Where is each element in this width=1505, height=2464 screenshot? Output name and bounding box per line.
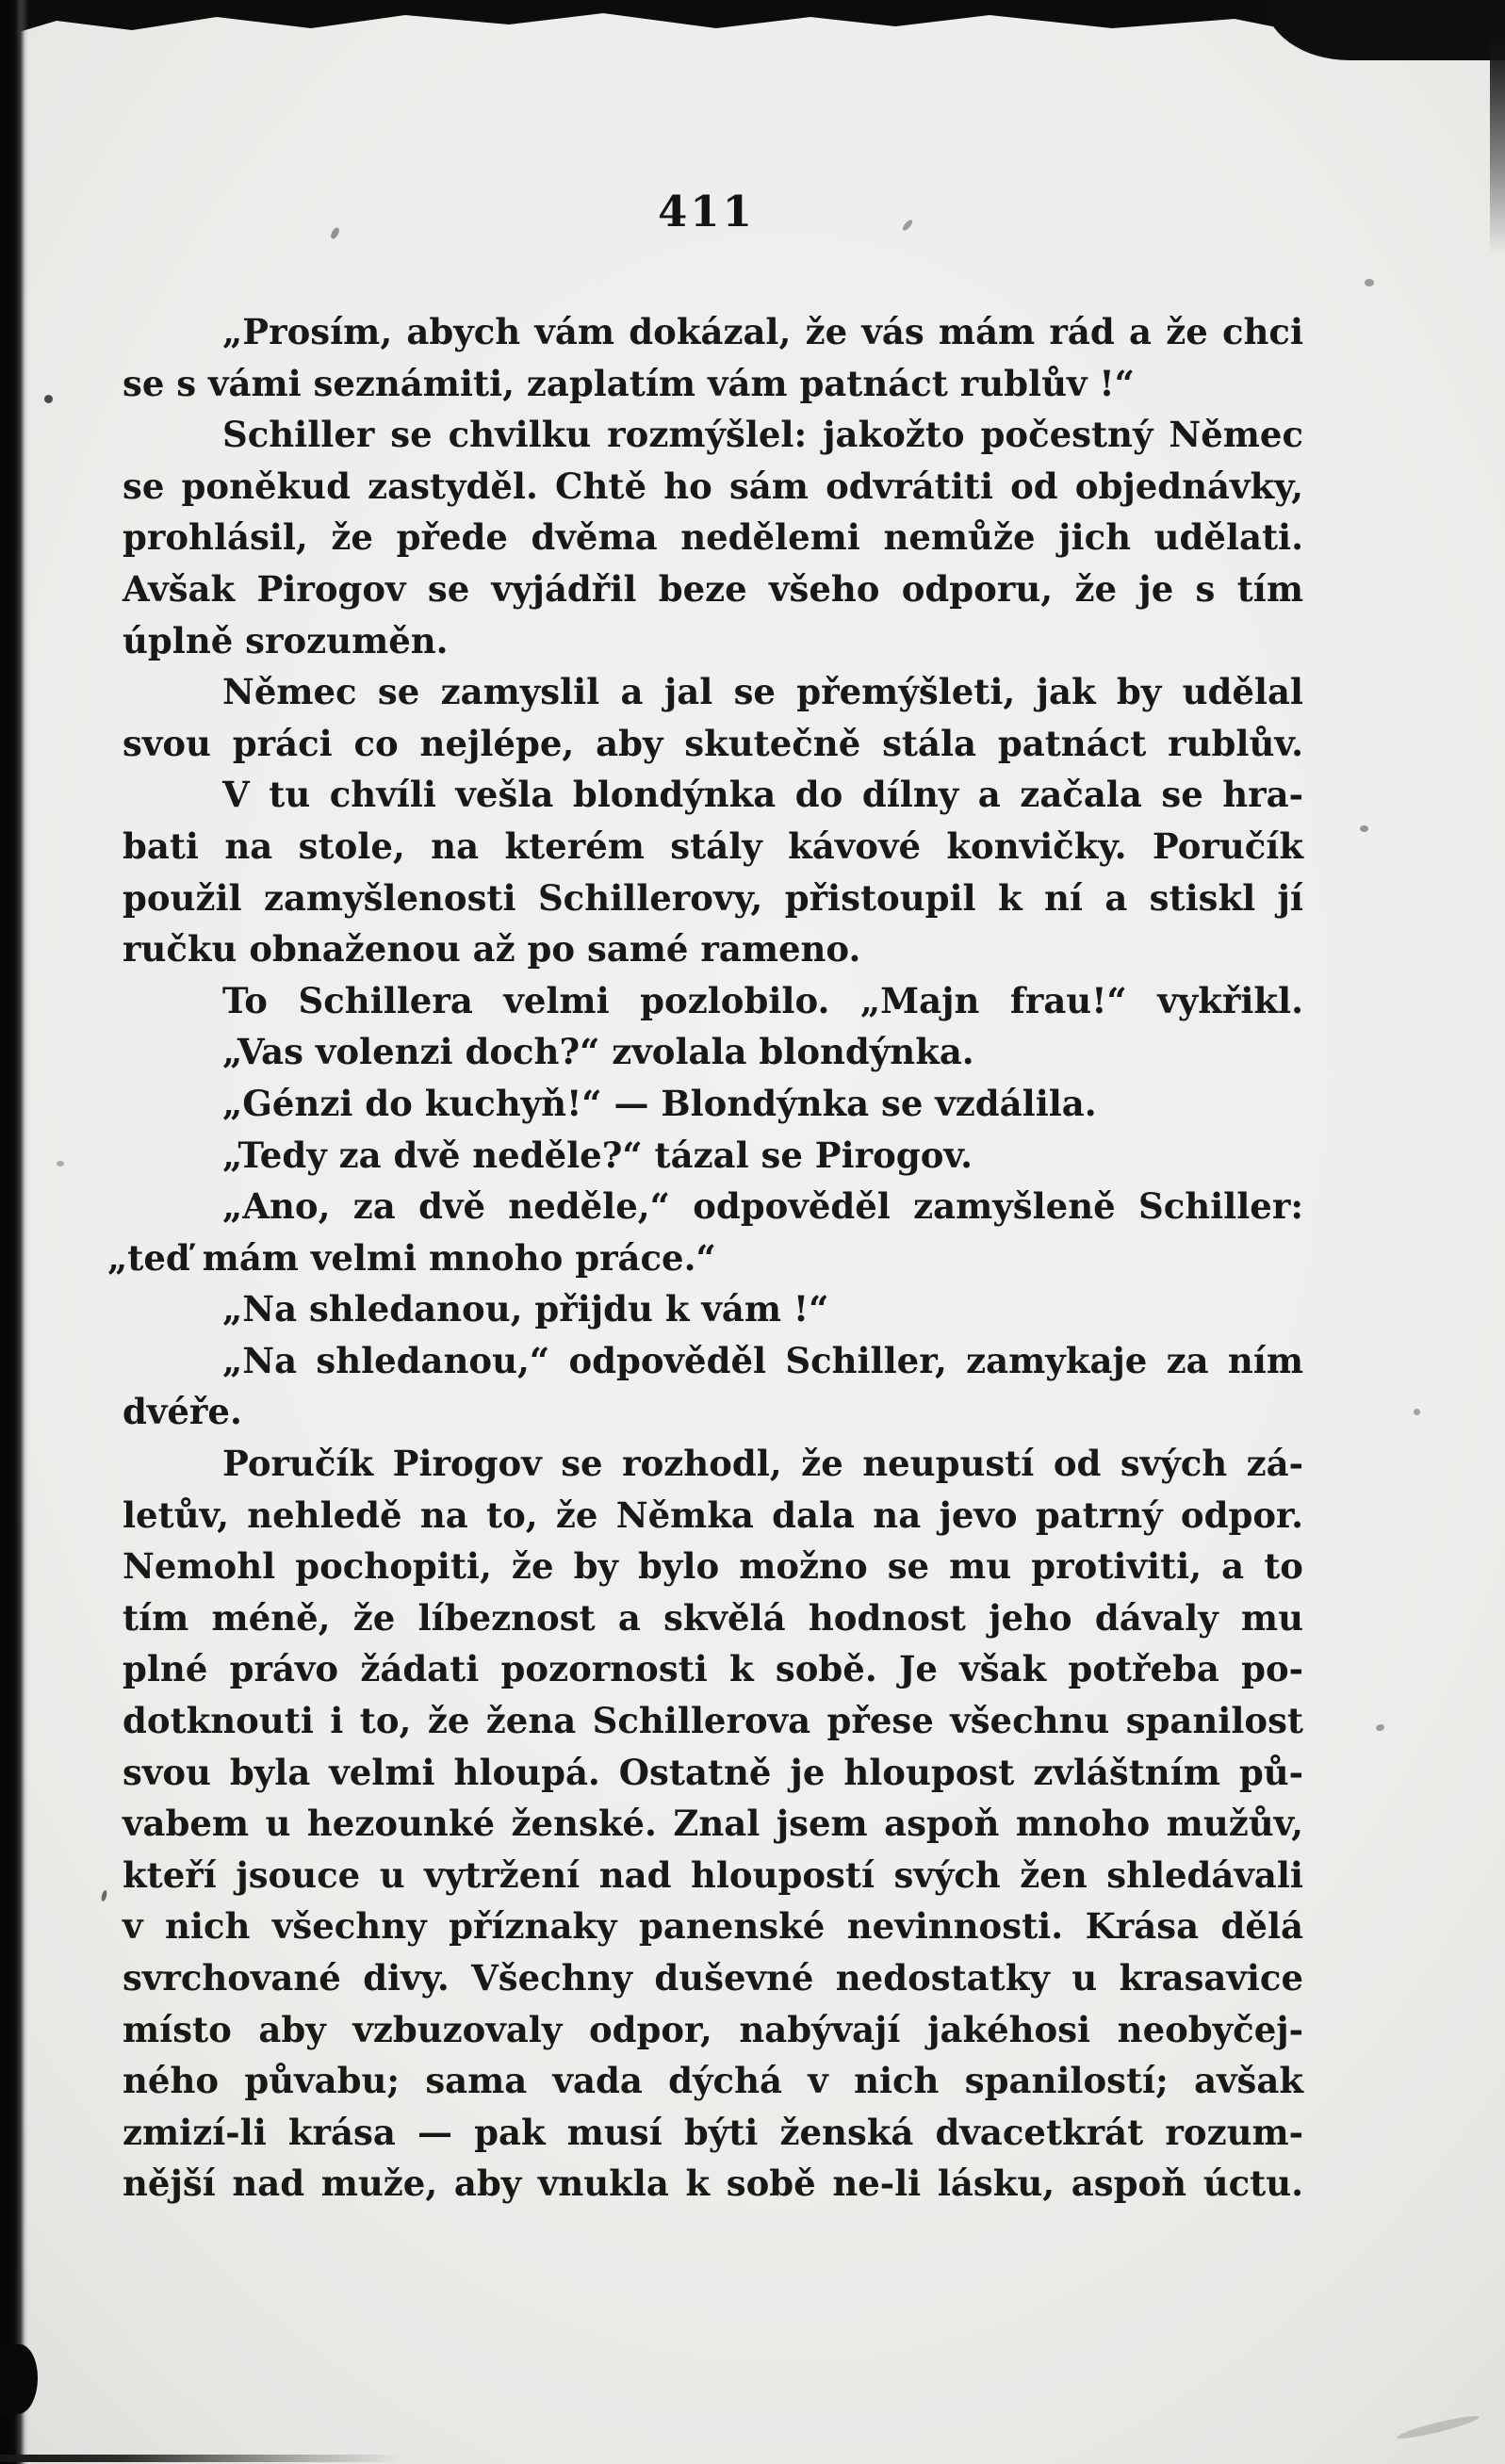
text-line: bati na stole, na kterém stály kávové konvičky. Poručík — [123, 824, 1303, 867]
text-line: Němec se zamyslil a jal se přemýšleti, jak by udělal — [222, 671, 1303, 713]
text-line: V tu chvíli vešla blondýnka do dílny a začala se hra- — [222, 774, 1303, 816]
ink-speck — [901, 219, 914, 233]
text-line: se poněkud zastyděl. Chtě ho sám odvrátiti od objednávky, — [123, 465, 1303, 507]
ink-speck — [329, 226, 340, 240]
text-line: místo aby vzbuzovaly odpor, nabývají jakéhosi neobyčej- — [123, 2008, 1303, 2050]
scan-edge-left-strip — [0, 0, 28, 2464]
text-line: v nich všechny příznaky panenské nevinnosti. Krása dělá — [123, 1905, 1303, 1948]
text-line: Avšak Pirogov se vyjádřil beze všeho odporu, že je s tím — [123, 567, 1303, 610]
scan-edge-bottom-right-wisp — [1396, 2412, 1480, 2441]
page-number: 411 — [658, 187, 755, 237]
scan-edge-right-tail — [1490, 38, 1505, 254]
text-line: dvéře. — [123, 1391, 242, 1433]
text-line: svou byla velmi hloupá. Ostatně je hloupost zvláštním pů- — [123, 1751, 1303, 1793]
text-line: „Na shledanou,“ odpověděl Schiller, zamykaje za ním — [222, 1339, 1303, 1381]
ink-speck — [1414, 1409, 1420, 1415]
scan-edge-bottom-line — [0, 2455, 405, 2462]
stray-apostrophe-mark — [101, 1890, 108, 1902]
page-text-block — [107, 306, 1303, 2210]
ink-speck — [44, 395, 53, 403]
text-line: nější nad muže, aby vnukla k sobě ne-li lásku, aspoň úctu. — [123, 2162, 1303, 2205]
text-line: letův, nehledě na to, že Němka dala na jevo patrný odpor. — [123, 1493, 1303, 1536]
text-line: „Génzi do kuchyň!“ — Blondýnka se vzdálila. — [222, 1082, 1097, 1124]
scan-edge-top-right-blob — [1265, 0, 1505, 60]
text-line: dotknouti i to, že žena Schillerova přese všechnu spanilost — [123, 1700, 1303, 1742]
scan-edge-bottom-left-blob — [0, 2344, 38, 2414]
ink-speck — [1365, 279, 1374, 286]
text-line: kteří jsouce u vytržení nad hloupostí svých žen shledávali — [123, 1853, 1303, 1896]
text-line: svou práci co nejlépe, aby skutečně stála patnáct rublův. — [123, 722, 1303, 764]
text-line: „Vas volenzi doch?“ zvolala blondýnka. — [222, 1031, 974, 1073]
text-line: vabem u hezounké ženské. Znal jsem aspoň mnoho mužův, — [123, 1803, 1303, 1845]
text-line: To Schillera velmi pozlobilo. „Majn frau!“ vykřikl. — [222, 979, 1303, 1021]
text-line: tím méně, že líbeznost a skvělá hodnost jeho dávaly mu — [123, 1596, 1303, 1639]
text-line: se s vámi seznámiti, zaplatím vám patnáct rublův !“ — [123, 362, 1135, 404]
ink-speck — [1360, 825, 1368, 832]
text-line: ného půvabu; sama vada dýchá v nich spanilostí; avšak — [123, 2060, 1303, 2102]
text-line: „Tedy za dvě neděle?“ tázal se Pirogov. — [222, 1134, 973, 1176]
text-line: ručku obnaženou až po samé rameno. — [123, 928, 861, 971]
text-line: svrchované divy. Všechny duševné nedostatky u krasavice — [123, 1957, 1303, 1999]
text-line: Schiller se chvilku rozmýšlel: jakožto počestný Němec — [222, 414, 1303, 456]
text-line: Poručík Pirogov se rozhodl, že neupustí od svých zá- — [222, 1443, 1303, 1485]
ink-speck — [1375, 1723, 1385, 1733]
text-line: „Na shledanou, přijdu k vám !“ — [222, 1288, 829, 1330]
text-line: plné právo žádati pozornosti k sobě. Je však potřeba po- — [123, 1648, 1303, 1690]
text-line: „teď mám velmi mnoho práce.“ — [107, 1236, 716, 1279]
text-line: Nemohl pochopiti, že by bylo možno se mu protiviti, a to — [123, 1545, 1303, 1588]
text-line: použil zamyšlenosti Schillerovy, přistoupil k ní a stiskl jí — [123, 876, 1303, 919]
ink-speck — [57, 1161, 64, 1167]
text-line: „Prosím, abych vám dokázal, že vás mám rád a že chci — [222, 311, 1303, 352]
text-line: úplně srozuměn. — [123, 619, 449, 661]
text-line: zmizí-li krása — pak musí býti ženská dvacetkrát rozum- — [123, 2111, 1303, 2153]
text-line: „Ano, za dvě neděle,“ odpověděl zamyšleně Schiller: — [222, 1185, 1303, 1228]
text-line: prohlásil, že přede dvěma nedělemi nemůže jich udělati. — [123, 516, 1303, 559]
